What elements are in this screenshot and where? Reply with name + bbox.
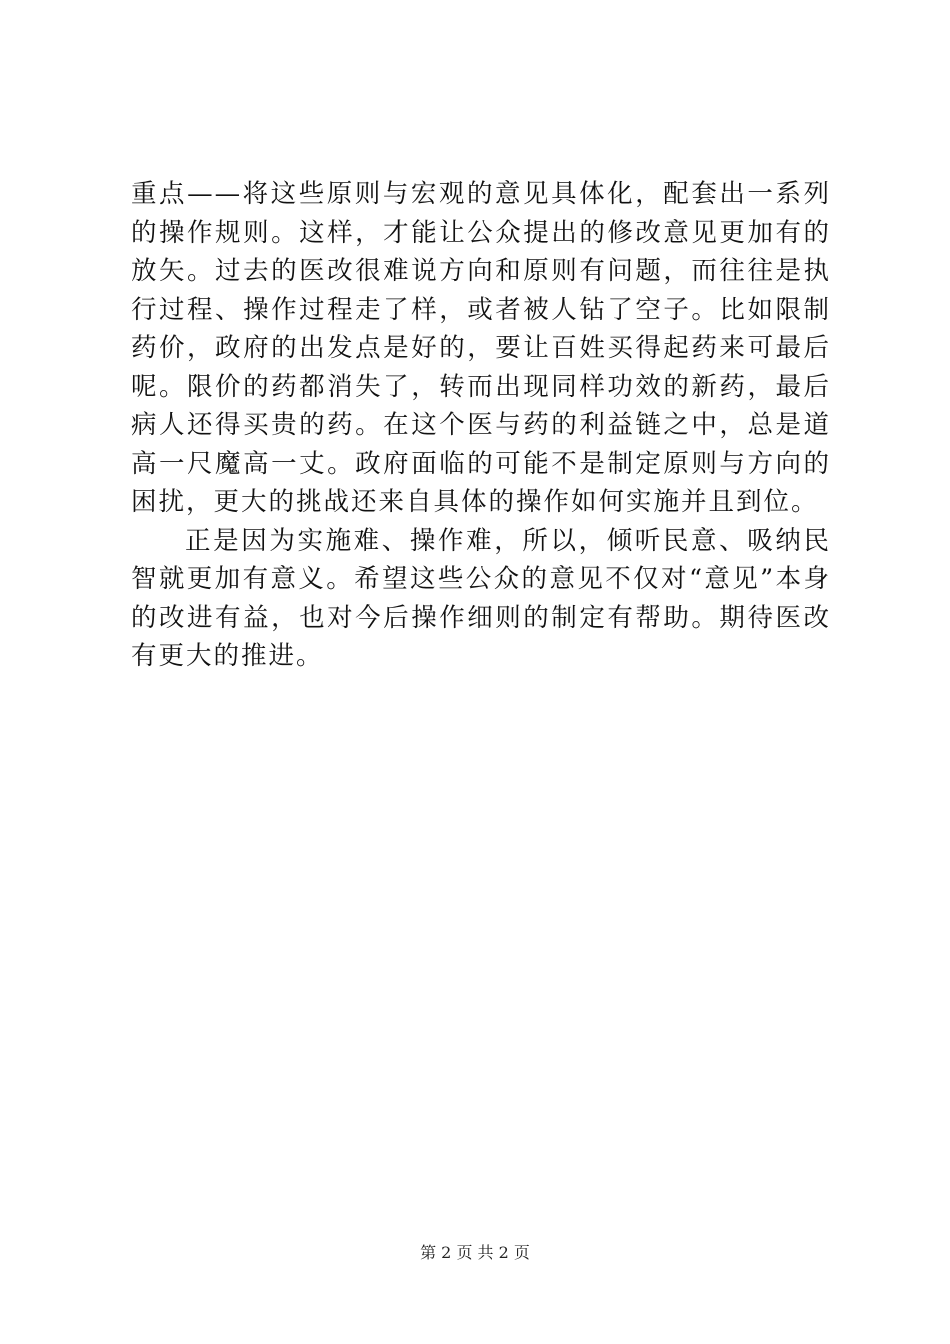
paragraph-2: 正是因为实施难、操作难，所以，倾听民意、吸纳民智就更加有意义。希望这些公众的意见不仅对“意见”本身的改进有益，也对今后操作细则的制定有帮助。期待医改有更大的推进。 — [131, 525, 831, 671]
page-footer: 第 2 页 共 2 页 — [420, 1243, 530, 1262]
paragraph-1: 重点——将这些原则与宏观的意见具体化，配套出一系列的操作规则。这样，才能让公众提出的修改意见更加有的放矢。过去的医改很难说方向和原则有问题，而往往是执行过程、操作过程走了样，或者被人钻了空子。比如限制药价，政府的出发点是好的，要让百姓买得起药来可最后呢。限价的药都消失了，转而出现同样功效的新药，最后病人还得买贵的药。在这个医与药的利益链之中，总是道高一尺魔高一丈。政府面临的可能不是制定原则与方向的困扰，更大的挑战还来自具体的操作如何实施并且到位。 — [131, 179, 831, 517]
document-body — [131, 175, 831, 676]
